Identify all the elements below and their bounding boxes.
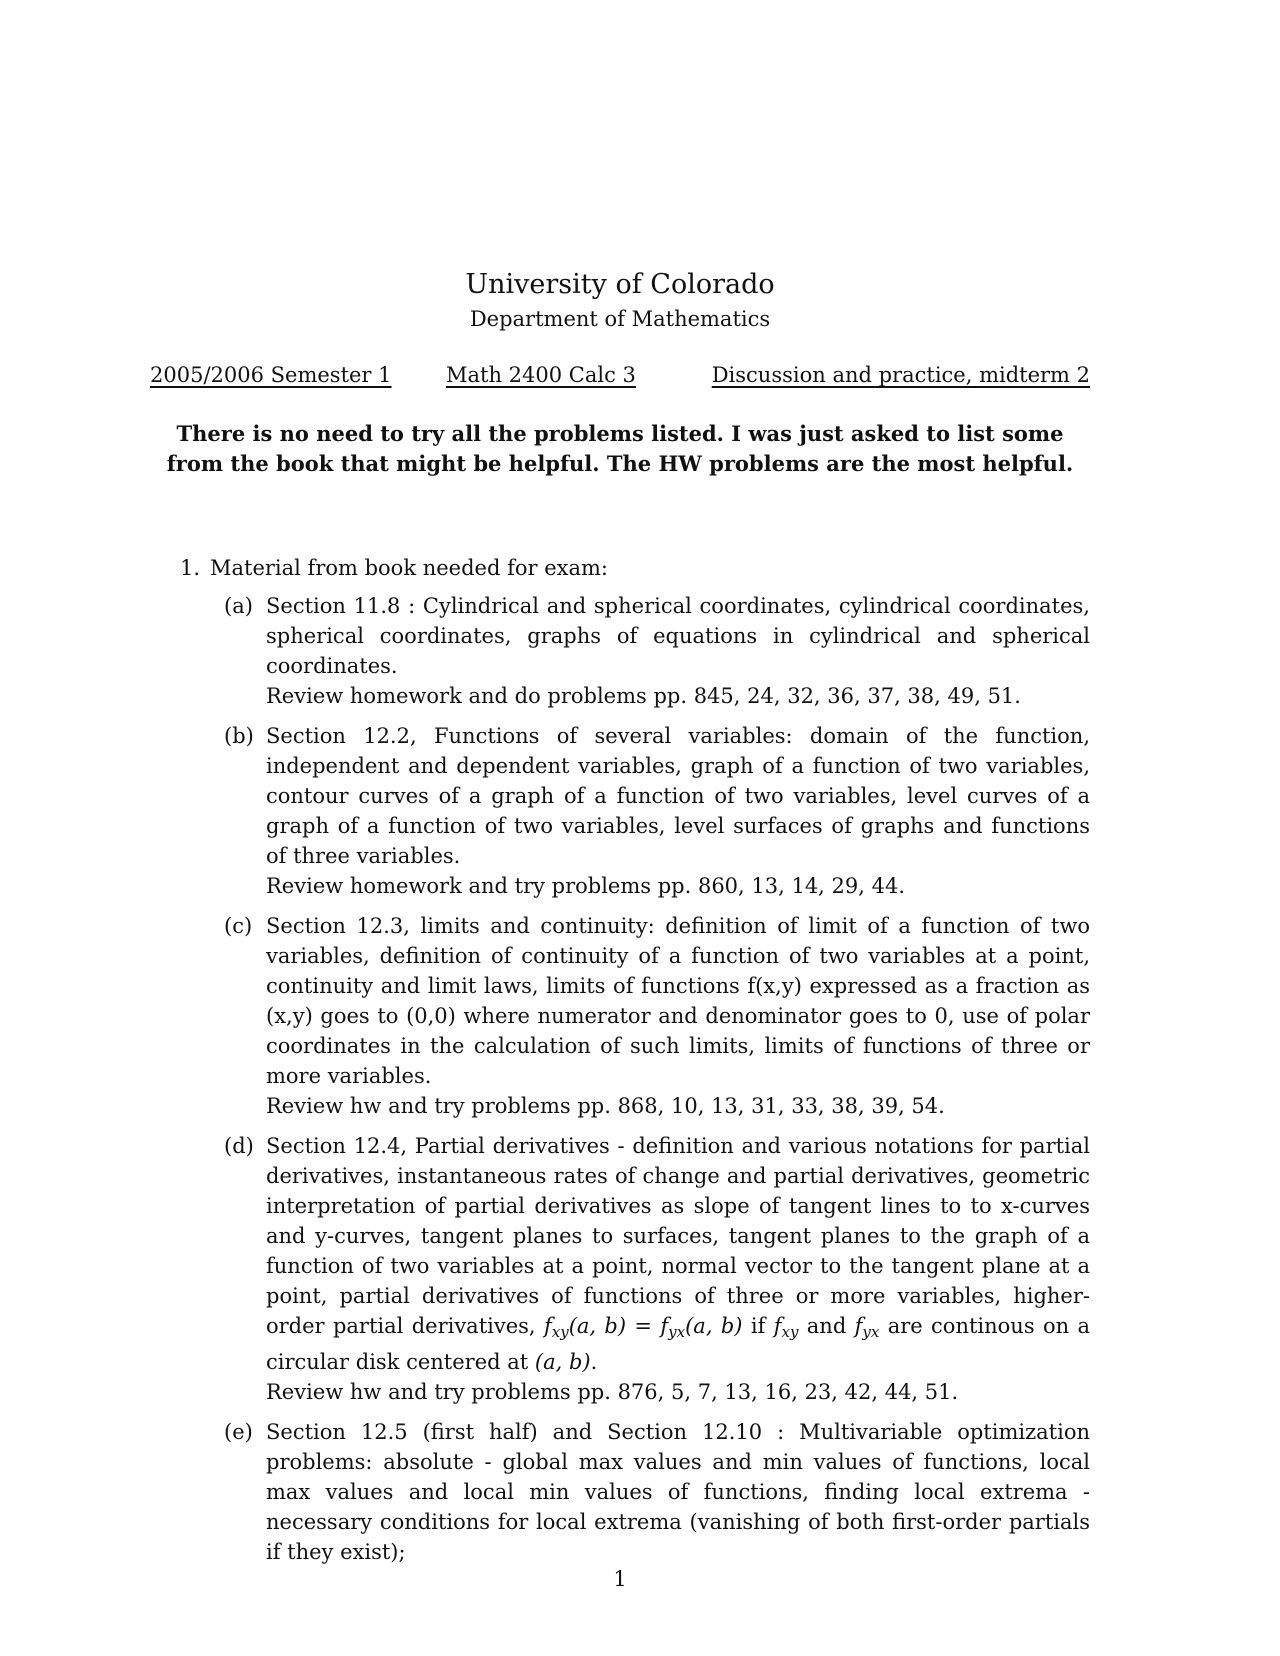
item-text: Section 12.3, limits and continuity: definition of limit of a function of two variables, definition of continuity of a function of two variables at a point, continuity and limit laws, limits of functions f(x,y) expressed as a fraction as (x,y) goes to (0,0) where numerator and denominator goes to 0, use of polar coordinates in the calculation of such limits, limits of functions of three or more variables. — [266, 914, 1090, 1088]
page-number: 1 — [613, 1567, 627, 1591]
math-sub-xy: xy — [551, 1323, 569, 1341]
item-review: Review hw and try problems pp. 868, 10, 13, 31, 33, 38, 39, 54. — [266, 1094, 945, 1118]
section-material — [180, 553, 1090, 1577]
math-f: f — [660, 1314, 669, 1338]
list-item-d — [224, 1131, 1090, 1407]
item-text: Section 11.8 : Cylindrical and spherical coordinates, cylindrical coordinates, spherical coordinates, graphs of equations in cylindrical and spherical coordinates. — [266, 594, 1090, 678]
item-label: (d) — [224, 1134, 254, 1158]
math-equals: = — [626, 1314, 661, 1338]
word-and: and — [798, 1314, 855, 1338]
section-number: 1. — [180, 556, 201, 580]
item-label: (b) — [224, 724, 254, 748]
item-body — [266, 911, 1090, 1121]
section-heading-text: Material from book needed for exam: — [210, 556, 609, 580]
math-f: f — [543, 1314, 552, 1338]
list-item-e — [224, 1417, 1090, 1567]
math-args: (a, b) — [568, 1314, 627, 1338]
university-title: University of Colorado — [465, 269, 775, 300]
math-args: (a, b) — [685, 1314, 743, 1338]
course-topic: Discussion and practice, midterm 2 — [711, 363, 1090, 387]
item-body — [266, 591, 1090, 711]
math-sub-yx: yx — [862, 1323, 880, 1341]
section-heading — [180, 553, 1090, 583]
course-name: Math 2400 Calc 3 — [446, 363, 636, 387]
math-sub-yx: yx — [668, 1323, 686, 1341]
item-list — [224, 591, 1090, 1567]
course-info-row — [150, 361, 1090, 391]
math-f: f — [854, 1314, 863, 1338]
item-review: Review homework and do problems pp. 845, 24, 32, 36, 37, 38, 49, 51. — [266, 684, 1021, 708]
item-label: (e) — [224, 1420, 253, 1444]
item-body — [266, 1417, 1090, 1567]
item-body — [266, 1131, 1090, 1407]
item-text: Section 12.5 (first half) and Section 12.10 : Multivariable optimization problems: absolute - global max values and min values of functions, local max values and local min values of functions, finding local extrema - necessary conditions for local extrema (vanishing of both first-order partials if they exist); — [266, 1420, 1090, 1564]
item-review: Review hw and try problems pp. 876, 5, 7, 13, 16, 23, 42, 44, 51. — [266, 1380, 959, 1404]
item-text: Section 12.2, Functions of several variables: domain of the function, independent and dependent variables, graph of a function of two variables, contour curves of a graph of a function of two variables, level curves of a graph of a function of two variables, level surfaces of graphs and functions of three variables. — [266, 724, 1090, 868]
list-item-c — [224, 911, 1090, 1121]
word-if: if — [742, 1314, 774, 1338]
item-body — [266, 721, 1090, 901]
item-label: (a) — [224, 594, 253, 618]
item-text-part1: Section 12.4, Partial derivatives - definition and various notations for partial derivatives, instantaneous rates of change and partial derivatives, geometric interpretation of partial derivatives as slope of tangent lines to to x-curves and y-curves, tangent planes to surfaces, tangent planes to the graph of a function of two variables at a point, normal vector to the tangent plane at a point, partial derivatives of functions of three or more variables, higher-order partial derivatives, — [266, 1134, 1090, 1338]
math-sub-xy: xy — [781, 1323, 799, 1341]
math-f: f — [773, 1314, 782, 1338]
department-subtitle: Department of Mathematics — [469, 307, 771, 331]
list-item-a — [224, 591, 1090, 711]
item-review: Review homework and try problems pp. 860, 13, 14, 29, 44. — [266, 874, 906, 898]
notice-text: There is no need to try all the problems listed. I was just asked to list some from the book that might be helpful. The HW problems are the most helpful. — [166, 421, 1074, 476]
item-label: (c) — [224, 914, 253, 938]
list-item-b — [224, 721, 1090, 901]
math-center: (a, b) — [534, 1350, 591, 1374]
item-text-part2: are continous on a circular disk centered at — [266, 1314, 1090, 1374]
course-term: 2005/2006 Semester 1 — [150, 363, 392, 387]
item-text-end: . — [590, 1350, 598, 1374]
item-text — [266, 1131, 1090, 1377]
